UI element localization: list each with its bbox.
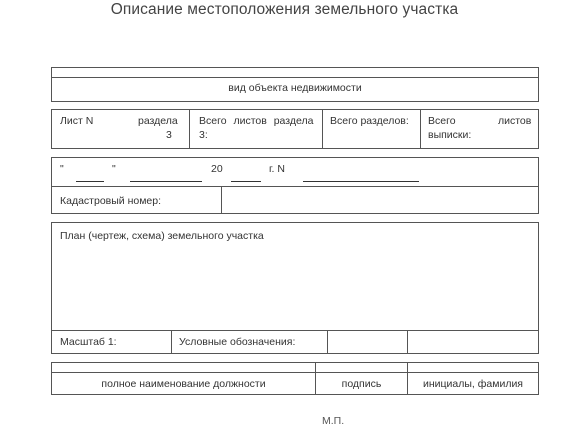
section-number: 3: [166, 129, 172, 141]
signature-block: [51, 362, 539, 395]
total-extract-word-1: Всего: [428, 115, 456, 127]
cadastral-number-label: Кадастровый номер:: [60, 195, 162, 207]
sheet-info-row: [51, 109, 539, 149]
sheet-number-label: Лист N: [60, 115, 94, 127]
total-sections-label: Всего разделов:: [330, 115, 409, 127]
date-quote-open: ": [60, 163, 64, 175]
stamp-label: М.П.: [322, 415, 345, 427]
day-field-line[interactable]: [76, 181, 104, 182]
total-extract-word-2: листов: [498, 115, 532, 127]
scale-label: Масштаб 1:: [60, 336, 117, 348]
section-label: раздела: [138, 115, 178, 127]
date-row-divider: [52, 186, 538, 187]
position-label: полное наименование должности: [101, 378, 266, 390]
total-sheets-section-value: 3:: [199, 129, 208, 141]
sheet-divider-3: [420, 110, 421, 148]
object-type-divider: [52, 77, 538, 78]
year-field-line[interactable]: [231, 181, 261, 182]
scale-divider: [171, 330, 172, 353]
number-label: г. N: [269, 163, 285, 175]
month-field-line[interactable]: [130, 181, 202, 182]
cadastral-divider: [221, 186, 222, 213]
object-type-label: вид объекта недвижимости: [228, 82, 362, 94]
name-label: инициалы, фамилия: [423, 378, 523, 390]
number-field-line[interactable]: [303, 181, 419, 182]
total-sheets-section-label: Всего листов раздела: [199, 115, 314, 127]
sheet-divider-1: [189, 110, 190, 148]
signature-label: подпись: [341, 378, 382, 390]
total-extract-word-3: выписки:: [428, 129, 472, 141]
object-type-block: [51, 67, 539, 102]
year-prefix: 20: [211, 163, 223, 175]
date-quote-close: ": [112, 163, 116, 175]
sheet-divider-2: [322, 110, 323, 148]
legend-divider-2: [407, 330, 408, 353]
plan-label: План (чертеж, схема) земельного участка: [60, 230, 264, 242]
legend-divider-1: [327, 330, 328, 353]
legend-label: Условные обозначения:: [179, 336, 296, 348]
plan-footer-divider: [52, 330, 538, 331]
page-title: Описание местоположения земельного участка: [110, 1, 459, 18]
signature-top-divider: [52, 372, 538, 373]
date-cadastral-block: [51, 157, 539, 214]
plan-block: [51, 222, 539, 354]
